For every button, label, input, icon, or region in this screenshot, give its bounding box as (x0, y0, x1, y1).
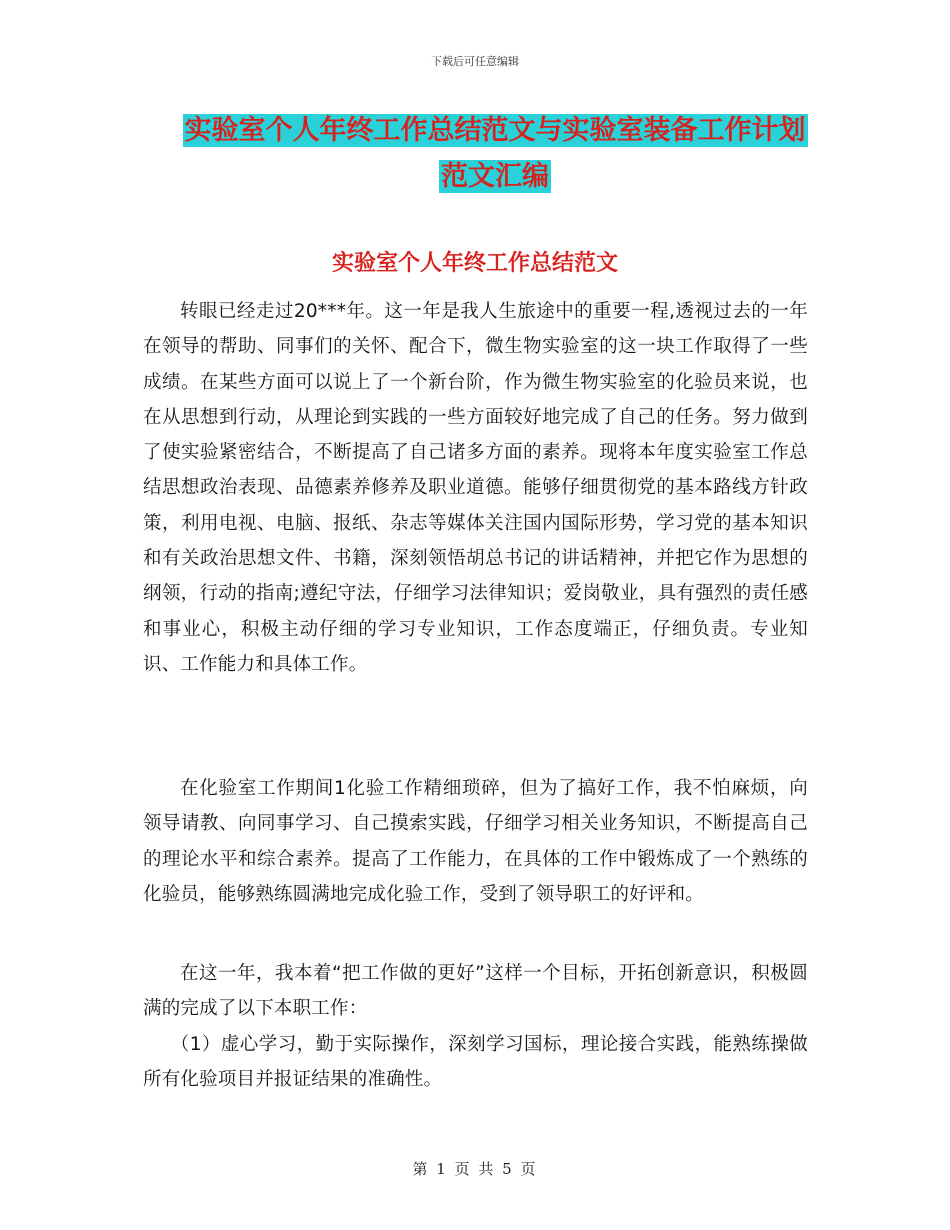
header-note: 下载后可任意编辑 (431, 55, 519, 68)
paragraph: 转眼已经走过20***年。这一年是我人生旅途中的重要一程,透视过去的一年在领导的帮助、同事们的关怀、配合下，微生物实验室的这一块工作取得了一些成绩。在某些方面可以说上了一个新台阶，作为微生物实验室的化验员来说，也在从思想到行动，从理论到实践的一些方面较好地完成了自己的任务。努力做到了使实验紧密结合，不断提高了自己诸多方面的素养。现将本年度实验室工作总结思想政治表现、品德素养修养及职业道德。能够仔细贯彻党的基本路线方针政策，利用电视、电脑、报纸、杂志等媒体关注国内国际形势，学习党的基本知识和有关政治思想文件、书籍，深刻领悟胡总书记的讲话精神，并把它作为思想的纲领，行动的指南;遵纪守法，仔细学习法律知识；爱岗敬业，具有强烈的责任感和事业心，积极主动仔细的学习专业知识，工作态度端正，仔细负责。专业知识、工作能力和具体工作。 (143, 301, 808, 675)
paragraph-block (143, 294, 808, 682)
document-title-line2: 范文汇编 (441, 161, 549, 192)
document-title-line1: 实验室个人年终工作总结范文与实验室装备工作计划 (184, 115, 806, 146)
paragraph: 在化验室工作期间1化验工作精细琐碎，但为了搞好工作，我不怕麻烦，向领导请教、向同事学习、自己摸索实践，仔细学习相关业务知识，不断提高自己的理论水平和综合素养。提高了工作能力，在具体的工作中锻炼成了一个熟练的化验员，能够熟练圆满地完成化验工作，受到了领导职工的好评和。 (143, 778, 808, 905)
paragraph: （1）虚心学习，勤于实际操作，深刻学习国标，理论接合实践，能熟练操做所有化验项目并报证结果的准确性。 (143, 1034, 808, 1091)
paragraph: 在这一年，我本着“把工作做的更好”这样一个目标，开拓创新意识，积极圆满的完成了以下本职工作： (143, 963, 808, 1020)
page-footer: 第 1 页 共 5 页 (412, 1160, 538, 1178)
paragraph-block (143, 771, 808, 912)
paragraph-block (143, 956, 808, 1027)
document-title (140, 108, 850, 200)
section-title: 实验室个人年终工作总结范文 (331, 250, 618, 276)
paragraph-block (143, 1027, 808, 1098)
